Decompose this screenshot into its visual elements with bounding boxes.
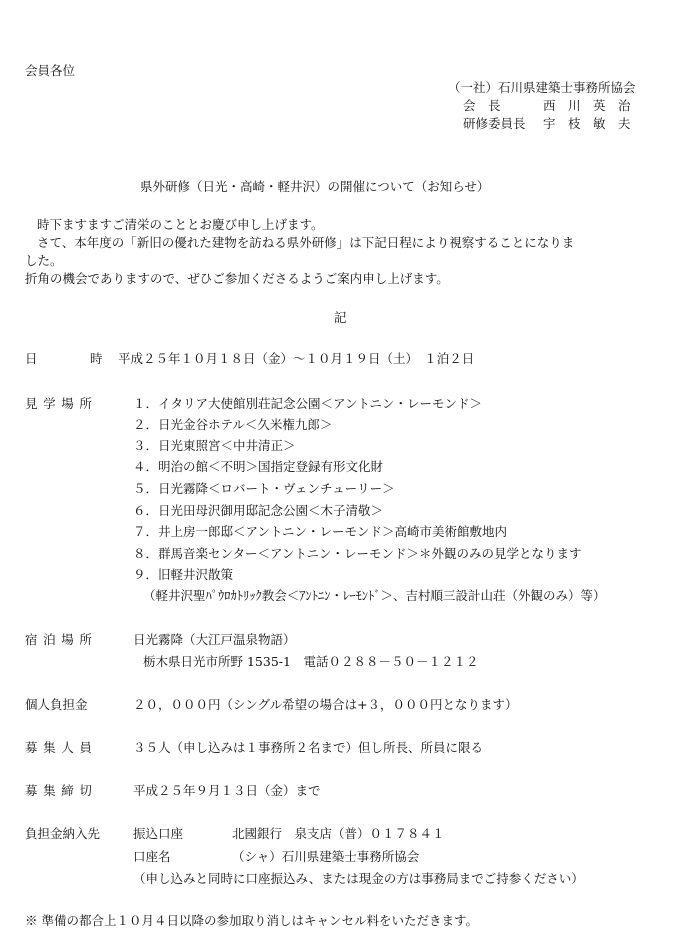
capacity-value: ３５人（申し込みは１事務所２名まで）但し所長、所員に限る — [133, 740, 484, 755]
site-item: ３．日光東照宮＜中井清正＞ — [133, 438, 296, 453]
committee-name: 宇 枝 敏 夫 — [543, 116, 631, 131]
body-line: さて、本年度の「新旧の優れた建物を訪ねる県外研修」は下記日程により視察することになりま — [37, 235, 575, 250]
payment-account-value: 北國銀行 泉支店（普）０１７８４１ — [232, 826, 445, 841]
sender-organization: （一社）石川県建築士事務所協会 — [448, 80, 636, 95]
body-line: 折角の機会でありますので、ぜひご参加くださるようご案内申し上げます。 — [25, 271, 449, 286]
schedule-label-1: 日 — [25, 351, 38, 366]
schedule-value: 平成２５年１０月１８日（金）～１０月１９日（土） １泊２日 — [118, 351, 475, 366]
payment-holder-value: （シャ）石川県建築士事務所協会 — [232, 849, 420, 864]
site-item: ２．日光金谷ホテル＜久米権九郎＞ — [133, 417, 333, 432]
site-item: ７．井上房一郎邸＜アントニン・レーモンド＞高崎市美術館敷地内 — [133, 524, 508, 539]
capacity-label: 募集人員 — [25, 740, 98, 755]
lodging-name: 日光霧降（大江戸温泉物語） — [133, 632, 296, 647]
lodging-label: 宿泊場所 — [25, 632, 98, 647]
cancellation-footnote: ※ 準備の都合上１０月４日以降の参加取り消しはキャンセル料をいただきます。 — [25, 913, 478, 928]
page-title: 県外研修（日光・高崎・軽井沢）の開催について（お知らせ） — [140, 179, 490, 194]
site-item: ８．群馬音楽センター＜アントニン・レーモンド＞＊外観のみの見学となります — [133, 546, 582, 561]
site-item: ６．日光田母沢御用邸記念公園＜木子清敬＞ — [133, 503, 384, 518]
payment-note: （申し込みと同時に口座振込み、または現金の方は事務局までご持参ください） — [133, 871, 584, 886]
president-name: 西 川 英 治 — [543, 98, 631, 113]
payment-account-label: 振込口座 — [133, 826, 184, 841]
president-title: 会 長 — [463, 98, 501, 113]
deadline-value: 平成２５年９月１３日（金）まで — [133, 783, 321, 798]
deadline-label: 募集締切 — [25, 783, 98, 798]
cost-label: 個人負担金 — [25, 697, 88, 712]
payment-label: 負担金納入先 — [25, 826, 101, 841]
sites-note: （軽井沢聖ﾊﾟｳﾛｶﾄﾘｯｸ教会＜ｱﾝﾄﾆﾝ・ﾚｰﾓﾝﾄﾞ＞、吉村順三設計山荘（外観のみ）等） — [143, 588, 606, 603]
addressee: 会員各位 — [25, 63, 76, 78]
sites-label: 見学場所 — [25, 396, 98, 411]
cost-value: ２０，０００円（シングル希望の場合は+３，０００円となります） — [133, 697, 518, 712]
committee-title: 研修委員長 — [463, 116, 526, 131]
lodging-address: 栃木県日光市所野 1535-1 電話０２８８－５０－１２１２ — [143, 654, 479, 669]
schedule-label-2: 時 — [90, 351, 103, 366]
site-item: １．イタリア大使館別荘記念公園＜アントニン・レーモンド＞ — [133, 396, 483, 411]
site-item: ５．日光霧降＜ロバート・ヴェンチューリー＞ — [133, 481, 395, 496]
site-item: ９．旧軽井沢散策 — [133, 567, 234, 582]
payment-holder-label: 口座名 — [133, 849, 171, 864]
greeting-line: 時下ますますご清栄のこととお慶び申し上げます。 — [37, 217, 324, 232]
ki-heading: 記 — [334, 310, 347, 325]
site-item: ４．明治の館＜不明＞国指定登録有形文化財 — [133, 459, 384, 474]
body-line: した。 — [25, 253, 63, 268]
